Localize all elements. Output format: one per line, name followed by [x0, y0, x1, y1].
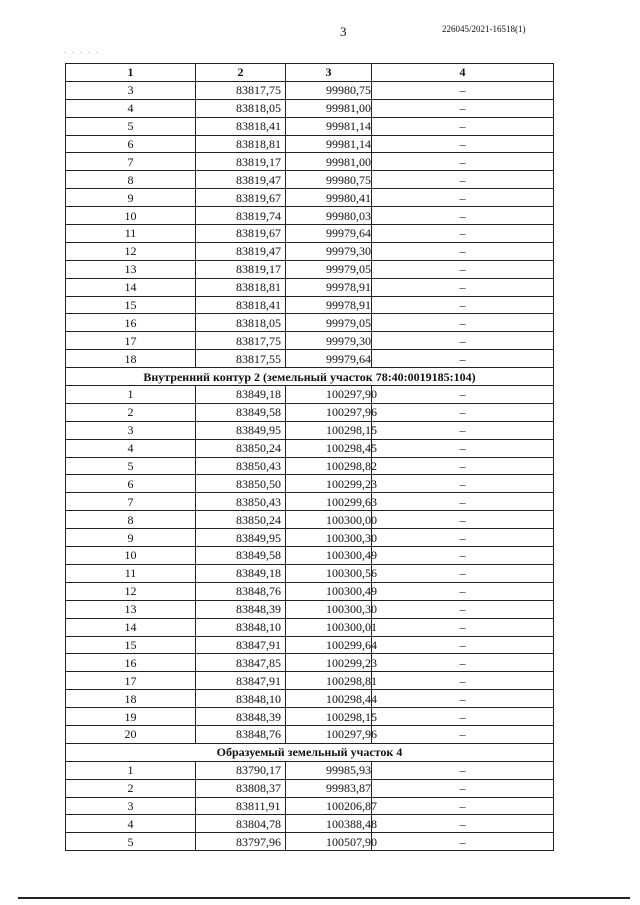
y-coordinate-cell: 100507,90 — [286, 833, 372, 851]
table-row — [66, 314, 554, 332]
y-coordinate-cell: 100299,63 — [286, 493, 372, 511]
x-coordinate-cell: 83847,85 — [196, 654, 286, 672]
x-coordinate-cell: 83850,24 — [196, 511, 286, 529]
x-coordinate-cell: 83849,58 — [196, 403, 286, 421]
point-number-cell: 5 — [66, 117, 196, 135]
x-coordinate-cell: 83818,41 — [196, 296, 286, 314]
y-coordinate-cell: 100300,30 — [286, 600, 372, 618]
x-coordinate-cell: 83847,91 — [196, 636, 286, 654]
table-row — [66, 278, 554, 296]
note-cell: – — [372, 314, 554, 332]
header-col-1: 1 — [66, 64, 196, 82]
y-coordinate-cell: 100297,90 — [286, 386, 372, 404]
note-cell: – — [372, 296, 554, 314]
point-number-cell: 15 — [66, 296, 196, 314]
point-number-cell: 19 — [66, 708, 196, 726]
x-coordinate-cell: 83850,43 — [196, 493, 286, 511]
note-cell: – — [372, 99, 554, 117]
y-coordinate-cell: 100300,30 — [286, 529, 372, 547]
x-coordinate-cell: 83817,55 — [196, 350, 286, 368]
y-coordinate-cell: 100298,45 — [286, 439, 372, 457]
table-row — [66, 242, 554, 260]
point-number-cell: 12 — [66, 242, 196, 260]
note-cell: – — [372, 171, 554, 189]
point-number-cell: 13 — [66, 260, 196, 278]
y-coordinate-cell: 99979,30 — [286, 242, 372, 260]
document-reference: 226045/2021-16518(1) — [442, 24, 526, 34]
table-row — [66, 636, 554, 654]
scan-marks: . . . . . — [64, 46, 100, 55]
y-coordinate-cell: 99978,91 — [286, 296, 372, 314]
y-coordinate-cell: 100298,15 — [286, 421, 372, 439]
table-row — [66, 815, 554, 833]
y-coordinate-cell: 100300,01 — [286, 618, 372, 636]
y-coordinate-cell: 100300,49 — [286, 547, 372, 565]
table-header-row — [66, 64, 554, 82]
y-coordinate-cell: 100299,23 — [286, 654, 372, 672]
table-row — [66, 797, 554, 815]
note-cell: – — [372, 386, 554, 404]
note-cell: – — [372, 153, 554, 171]
table-row — [66, 296, 554, 314]
y-coordinate-cell: 100206,87 — [286, 797, 372, 815]
table-row — [66, 725, 554, 743]
point-number-cell: 14 — [66, 618, 196, 636]
section-title-row — [66, 743, 554, 761]
x-coordinate-cell: 83849,18 — [196, 564, 286, 582]
point-number-cell: 4 — [66, 815, 196, 833]
point-number-cell: 5 — [66, 833, 196, 851]
y-coordinate-cell: 99979,05 — [286, 314, 372, 332]
x-coordinate-cell: 83850,50 — [196, 475, 286, 493]
note-cell: – — [372, 332, 554, 350]
x-coordinate-cell: 83848,39 — [196, 708, 286, 726]
x-coordinate-cell: 83849,18 — [196, 386, 286, 404]
table-row — [66, 332, 554, 350]
note-cell: – — [372, 117, 554, 135]
point-number-cell: 1 — [66, 761, 196, 779]
note-cell: – — [372, 618, 554, 636]
table-row — [66, 529, 554, 547]
table-row — [66, 117, 554, 135]
y-coordinate-cell: 99979,64 — [286, 225, 372, 243]
coordinates-table-body — [66, 64, 554, 851]
note-cell: – — [372, 636, 554, 654]
note-cell: – — [372, 708, 554, 726]
y-coordinate-cell: 100388,48 — [286, 815, 372, 833]
header-col-4: 4 — [372, 64, 554, 82]
x-coordinate-cell: 83849,95 — [196, 421, 286, 439]
note-cell: – — [372, 833, 554, 851]
y-coordinate-cell: 100300,49 — [286, 582, 372, 600]
y-coordinate-cell: 100299,64 — [286, 636, 372, 654]
note-cell: – — [372, 421, 554, 439]
point-number-cell: 18 — [66, 690, 196, 708]
y-coordinate-cell: 100297,96 — [286, 403, 372, 421]
x-coordinate-cell: 83819,67 — [196, 225, 286, 243]
note-cell: – — [372, 260, 554, 278]
point-number-cell: 4 — [66, 439, 196, 457]
header-col-3: 3 — [286, 64, 372, 82]
table-row — [66, 350, 554, 368]
table-row — [66, 779, 554, 797]
y-coordinate-cell: 99980,75 — [286, 81, 372, 99]
point-number-cell: 6 — [66, 135, 196, 153]
x-coordinate-cell: 83819,47 — [196, 171, 286, 189]
y-coordinate-cell: 99980,41 — [286, 189, 372, 207]
point-number-cell: 15 — [66, 636, 196, 654]
y-coordinate-cell: 99980,03 — [286, 207, 372, 225]
note-cell: – — [372, 81, 554, 99]
point-number-cell: 7 — [66, 153, 196, 171]
point-number-cell: 6 — [66, 475, 196, 493]
x-coordinate-cell: 83850,43 — [196, 457, 286, 475]
point-number-cell: 4 — [66, 99, 196, 117]
y-coordinate-cell: 99979,05 — [286, 260, 372, 278]
y-coordinate-cell: 100298,15 — [286, 708, 372, 726]
note-cell: – — [372, 529, 554, 547]
y-coordinate-cell: 99983,87 — [286, 779, 372, 797]
y-coordinate-cell: 100297,96 — [286, 725, 372, 743]
x-coordinate-cell: 83819,47 — [196, 242, 286, 260]
table-row — [66, 386, 554, 404]
point-number-cell: 14 — [66, 278, 196, 296]
table-row — [66, 81, 554, 99]
x-coordinate-cell: 83797,96 — [196, 833, 286, 851]
x-coordinate-cell: 83804,78 — [196, 815, 286, 833]
table-row — [66, 564, 554, 582]
table-row — [66, 547, 554, 565]
x-coordinate-cell: 83790,17 — [196, 761, 286, 779]
table-row — [66, 225, 554, 243]
note-cell: – — [372, 207, 554, 225]
table-row — [66, 600, 554, 618]
table-row — [66, 493, 554, 511]
table-row — [66, 260, 554, 278]
table-row — [66, 690, 554, 708]
table-row — [66, 833, 554, 851]
point-number-cell: 3 — [66, 421, 196, 439]
x-coordinate-cell: 83811,91 — [196, 797, 286, 815]
x-coordinate-cell: 83848,76 — [196, 582, 286, 600]
y-coordinate-cell: 99980,75 — [286, 171, 372, 189]
x-coordinate-cell: 83818,41 — [196, 117, 286, 135]
note-cell: – — [372, 242, 554, 260]
bottom-rule — [18, 897, 630, 899]
x-coordinate-cell: 83848,39 — [196, 600, 286, 618]
point-number-cell: 12 — [66, 582, 196, 600]
x-coordinate-cell: 83849,95 — [196, 529, 286, 547]
section-title-row — [66, 368, 554, 386]
table-row — [66, 421, 554, 439]
y-coordinate-cell: 100300,00 — [286, 511, 372, 529]
point-number-cell: 8 — [66, 511, 196, 529]
point-number-cell: 16 — [66, 314, 196, 332]
y-coordinate-cell: 99978,91 — [286, 278, 372, 296]
point-number-cell: 3 — [66, 81, 196, 99]
y-coordinate-cell: 99981,00 — [286, 153, 372, 171]
header-col-2: 2 — [196, 64, 286, 82]
x-coordinate-cell: 83817,75 — [196, 332, 286, 350]
note-cell: – — [372, 582, 554, 600]
y-coordinate-cell: 99981,00 — [286, 99, 372, 117]
note-cell: – — [372, 135, 554, 153]
x-coordinate-cell: 83818,05 — [196, 314, 286, 332]
point-number-cell: 16 — [66, 654, 196, 672]
table-row — [66, 457, 554, 475]
point-number-cell: 5 — [66, 457, 196, 475]
x-coordinate-cell: 83848,10 — [196, 690, 286, 708]
note-cell: – — [372, 493, 554, 511]
section-title: Образуемый земельный участок 4 — [66, 743, 554, 761]
point-number-cell: 1 — [66, 386, 196, 404]
point-number-cell: 9 — [66, 189, 196, 207]
note-cell: – — [372, 672, 554, 690]
point-number-cell: 17 — [66, 332, 196, 350]
note-cell: – — [372, 225, 554, 243]
point-number-cell: 7 — [66, 493, 196, 511]
point-number-cell: 3 — [66, 797, 196, 815]
point-number-cell: 20 — [66, 725, 196, 743]
x-coordinate-cell: 83819,17 — [196, 153, 286, 171]
y-coordinate-cell: 99981,14 — [286, 135, 372, 153]
point-number-cell: 8 — [66, 171, 196, 189]
point-number-cell: 10 — [66, 547, 196, 565]
table-row — [66, 403, 554, 421]
note-cell: – — [372, 350, 554, 368]
point-number-cell: 13 — [66, 600, 196, 618]
x-coordinate-cell: 83808,37 — [196, 779, 286, 797]
table-row — [66, 99, 554, 117]
coordinates-table — [65, 63, 554, 851]
x-coordinate-cell: 83819,67 — [196, 189, 286, 207]
y-coordinate-cell: 100298,82 — [286, 457, 372, 475]
table-row — [66, 171, 554, 189]
x-coordinate-cell: 83849,58 — [196, 547, 286, 565]
note-cell: – — [372, 457, 554, 475]
note-cell: – — [372, 797, 554, 815]
y-coordinate-cell: 99981,14 — [286, 117, 372, 135]
x-coordinate-cell: 83818,05 — [196, 99, 286, 117]
note-cell: – — [372, 278, 554, 296]
point-number-cell: 2 — [66, 403, 196, 421]
x-coordinate-cell: 83817,75 — [196, 81, 286, 99]
note-cell: – — [372, 654, 554, 672]
note-cell: – — [372, 564, 554, 582]
note-cell: – — [372, 189, 554, 207]
table-row — [66, 207, 554, 225]
x-coordinate-cell: 83819,74 — [196, 207, 286, 225]
note-cell: – — [372, 475, 554, 493]
y-coordinate-cell: 99985,93 — [286, 761, 372, 779]
table-row — [66, 708, 554, 726]
y-coordinate-cell: 99979,30 — [286, 332, 372, 350]
point-number-cell: 2 — [66, 779, 196, 797]
table-row — [66, 189, 554, 207]
point-number-cell: 11 — [66, 564, 196, 582]
note-cell: – — [372, 547, 554, 565]
table-row — [66, 511, 554, 529]
y-coordinate-cell: 100298,81 — [286, 672, 372, 690]
x-coordinate-cell: 83819,17 — [196, 260, 286, 278]
y-coordinate-cell: 100300,56 — [286, 564, 372, 582]
note-cell: – — [372, 815, 554, 833]
x-coordinate-cell: 83818,81 — [196, 135, 286, 153]
note-cell: – — [372, 725, 554, 743]
point-number-cell: 18 — [66, 350, 196, 368]
table-row — [66, 618, 554, 636]
point-number-cell: 11 — [66, 225, 196, 243]
x-coordinate-cell: 83848,10 — [196, 618, 286, 636]
note-cell: – — [372, 600, 554, 618]
page-number: 3 — [340, 24, 347, 39]
note-cell: – — [372, 690, 554, 708]
table-row — [66, 672, 554, 690]
y-coordinate-cell: 100298,44 — [286, 690, 372, 708]
x-coordinate-cell: 83850,24 — [196, 439, 286, 457]
table-row — [66, 135, 554, 153]
point-number-cell: 9 — [66, 529, 196, 547]
table-row — [66, 439, 554, 457]
point-number-cell: 17 — [66, 672, 196, 690]
x-coordinate-cell: 83847,91 — [196, 672, 286, 690]
table-row — [66, 761, 554, 779]
section-title: Внутренний контур 2 (земельный участок 78:40:0019185:104) — [66, 368, 554, 386]
table-row — [66, 153, 554, 171]
point-number-cell: 10 — [66, 207, 196, 225]
note-cell: – — [372, 403, 554, 421]
note-cell: – — [372, 439, 554, 457]
x-coordinate-cell: 83818,81 — [196, 278, 286, 296]
note-cell: – — [372, 511, 554, 529]
table-row — [66, 475, 554, 493]
x-coordinate-cell: 83848,76 — [196, 725, 286, 743]
note-cell: – — [372, 779, 554, 797]
table-row — [66, 654, 554, 672]
y-coordinate-cell: 99979,64 — [286, 350, 372, 368]
y-coordinate-cell: 100299,23 — [286, 475, 372, 493]
note-cell: – — [372, 761, 554, 779]
table-row — [66, 582, 554, 600]
